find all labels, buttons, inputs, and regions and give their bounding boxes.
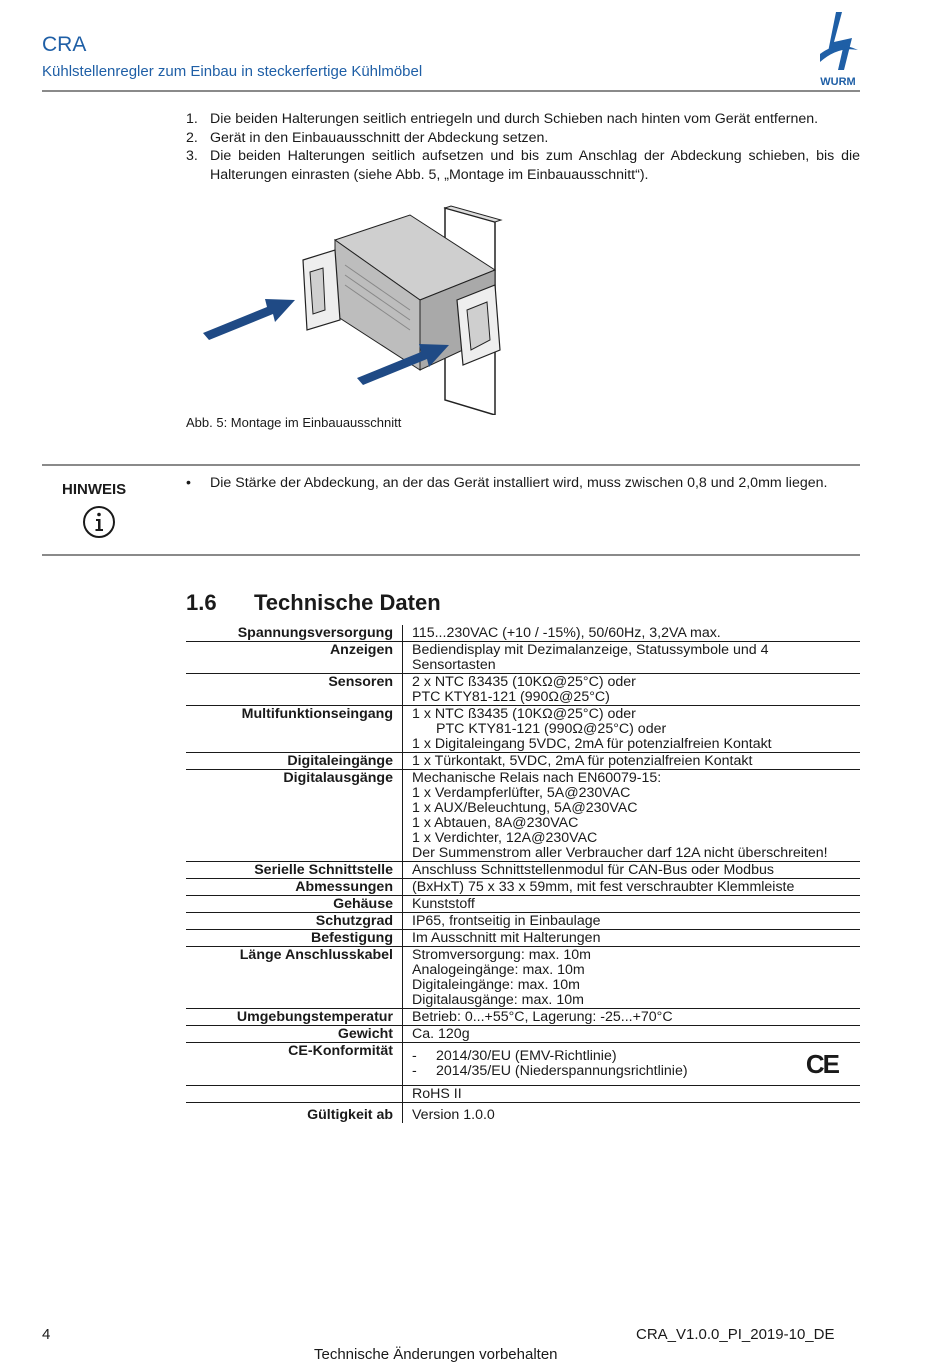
spec-value: RoHS II <box>412 1086 462 1102</box>
table-row <box>186 753 860 770</box>
header-rule <box>42 90 860 92</box>
spec-value <box>403 770 861 862</box>
table-row <box>186 1086 860 1103</box>
spec-value <box>403 930 861 947</box>
spec-line: Betrieb: 0...+55°C, Lagerung: -25...+70°C <box>412 1009 673 1025</box>
spec-value <box>403 1009 861 1026</box>
spec-label: Schutzgrad <box>186 913 403 930</box>
spec-line: 1 x Abtauen, 8A@230VAC <box>412 815 579 831</box>
list-item <box>412 1049 688 1064</box>
spec-label: Abmessungen <box>186 879 403 896</box>
bullet: • <box>186 475 191 491</box>
spec-label: CE-Konformität <box>186 1043 403 1086</box>
figure-caption: Abb. 5: Montage im Einbauausschnitt <box>186 415 402 430</box>
table-row <box>186 770 860 862</box>
spec-label <box>186 1086 403 1103</box>
spec-line: Anschluss Schnittstellenmodul für CAN-Bus oder Modbus <box>412 862 774 878</box>
step-number: 1. <box>186 111 198 127</box>
spec-label: Anzeigen <box>186 642 403 674</box>
table-row <box>186 674 860 706</box>
spec-line: 1 x AUX/Beleuchtung, 5A@230VAC <box>412 800 638 816</box>
directive-text: 2014/30/EU (EMV-Richtlinie) <box>436 1048 617 1064</box>
spec-value <box>403 1043 861 1086</box>
table-row <box>186 642 860 674</box>
spec-line: Analogeingänge: max. 10m <box>412 962 585 978</box>
step-text: Die beiden Halterungen seitlich entriegeln und durch Schieben nach hinten vom Gerät entfernen. <box>210 111 819 127</box>
table-row <box>186 930 860 947</box>
step-text: Die beiden Halterungen seitlich aufsetzen und bis zum Anschlag der Abdeckung schieben, bis die Halterungen einrasten (siehe Abb. 5, „Montage im Einbauausschnitt“). <box>210 148 860 183</box>
spec-value <box>403 862 861 879</box>
table-row <box>186 896 860 913</box>
page-number: 4 <box>42 1326 51 1343</box>
step-text: Gerät in den Einbauausschnitt der Abdeckung setzen. <box>210 129 549 146</box>
info-icon <box>82 505 116 539</box>
directive-text: 2014/35/EU (Niederspannungsrichtlinie) <box>436 1063 688 1079</box>
spec-label: Sensoren <box>186 674 403 706</box>
note-bottom-rule <box>42 554 860 556</box>
spec-label: Digitaleingänge <box>186 753 403 770</box>
spec-value: Version 1.0.0 <box>412 1107 495 1123</box>
footer-notice: Technische Änderungen vorbehalten <box>314 1346 558 1363</box>
spec-value <box>403 753 861 770</box>
note-label: HINWEIS <box>62 481 127 498</box>
spec-line: Im Ausschnitt mit Halterungen <box>412 930 601 946</box>
spec-line: 1 x Verdampferlüfter, 5A@230VAC <box>412 785 631 801</box>
table-row <box>186 913 860 930</box>
spec-value <box>403 642 861 674</box>
spec-value <box>403 879 861 896</box>
spec-line: Stromversorgung: max. 10m <box>412 947 591 963</box>
svg-text:WURM: WURM <box>820 76 856 88</box>
step-number: 3. <box>186 148 198 164</box>
spec-value <box>403 1026 861 1043</box>
spec-line: 1 x NTC ß3435 (10KΩ@25°C) oder <box>412 706 636 722</box>
wurm-logo <box>808 10 868 90</box>
spec-line: Ca. 120g <box>412 1026 470 1042</box>
document-subtitle: Kühlstellenregler zum Einbau in steckerfertige Kühlmöbel <box>42 63 423 80</box>
specs-table <box>186 625 860 1123</box>
spec-label: Gültigkeit ab <box>186 1103 403 1124</box>
table-row <box>186 1026 860 1043</box>
document-title: CRA <box>42 33 87 56</box>
mounting-illustration <box>195 200 565 415</box>
section-number: 1.6 <box>186 590 217 615</box>
table-row <box>186 1009 860 1026</box>
note-text: Die Stärke der Abdeckung, an der das Gerät installiert wird, muss zwischen 0,8 und 2,0mm liegen. <box>210 475 828 491</box>
mounting-steps <box>186 110 860 184</box>
note-top-rule <box>42 464 860 466</box>
spec-value <box>403 896 861 913</box>
section-heading <box>186 590 441 616</box>
dash: - <box>412 1063 417 1079</box>
spec-line: IP65, frontseitig in Einbaulage <box>412 913 601 929</box>
spec-line: Kunststoff <box>412 896 475 912</box>
spec-label: Befestigung <box>186 930 403 947</box>
spec-label: Digitalausgänge <box>186 770 403 862</box>
table-row <box>186 1043 860 1086</box>
table-row <box>186 879 860 896</box>
table-row <box>186 706 860 753</box>
ce-mark: CE <box>805 1048 838 1079</box>
spec-value <box>403 913 861 930</box>
spec-line: 1 x Digitaleingang 5VDC, 2mA für potenzialfreien Kontakt <box>412 736 772 752</box>
list-item <box>186 129 860 148</box>
spec-label: Gewicht <box>186 1026 403 1043</box>
table-row <box>186 862 860 879</box>
spec-label: Gehäuse <box>186 896 403 913</box>
document-id: CRA_V1.0.0_PI_2019-10_DE <box>636 1326 835 1343</box>
table-row <box>186 625 860 642</box>
spec-line: PTC KTY81-121 (990Ω@25°C) oder <box>436 721 667 737</box>
list-item <box>186 110 860 129</box>
spec-label: Serielle Schnittstelle <box>186 862 403 879</box>
spec-line: Mechanische Relais nach EN60079-15: <box>412 770 662 786</box>
note-content <box>186 474 860 493</box>
list-item <box>186 147 860 184</box>
section-title: Technische Daten <box>254 590 441 615</box>
spec-line: PTC KTY81-121 (990Ω@25°C) <box>412 689 610 705</box>
spec-line: (BxHxT) 75 x 33 x 59mm, mit fest verschraubter Klemmleiste <box>412 879 795 895</box>
spec-line: 115...230VAC (+10 / -15%), 50/60Hz, 3,2VA max. <box>412 625 721 641</box>
spec-label: Multifunktionseingang <box>186 706 403 753</box>
table-row <box>186 947 860 1009</box>
spec-label: Länge Anschlusskabel <box>186 947 403 1009</box>
step-number: 2. <box>186 129 198 146</box>
spec-line: 2 x NTC ß3435 (10KΩ@25°C) oder <box>412 674 636 690</box>
spec-line: 1 x Verdichter, 12A@230VAC <box>412 830 598 846</box>
spec-value <box>403 947 861 1009</box>
table-row <box>186 1103 860 1124</box>
spec-value <box>403 706 861 753</box>
spec-line: 1 x Türkontakt, 5VDC, 2mA für potenzialfreien Kontakt <box>412 753 753 769</box>
spec-line: Digitaleingänge: max. 10m <box>412 977 580 993</box>
list-item <box>412 1064 688 1079</box>
spec-value <box>403 625 861 642</box>
spec-value <box>403 674 861 706</box>
dash: - <box>412 1048 417 1064</box>
spec-line: Bediendisplay mit Dezimalanzeige, Statussymbole und 4 Sensortasten <box>412 642 769 673</box>
spec-label: Umgebungstemperatur <box>186 1009 403 1026</box>
spec-line: Der Summenstrom aller Verbraucher darf 12A nicht überschreiten! <box>412 845 828 861</box>
spec-label: Spannungsversorgung <box>186 625 403 642</box>
spec-line: Digitalausgänge: max. 10m <box>412 992 584 1008</box>
